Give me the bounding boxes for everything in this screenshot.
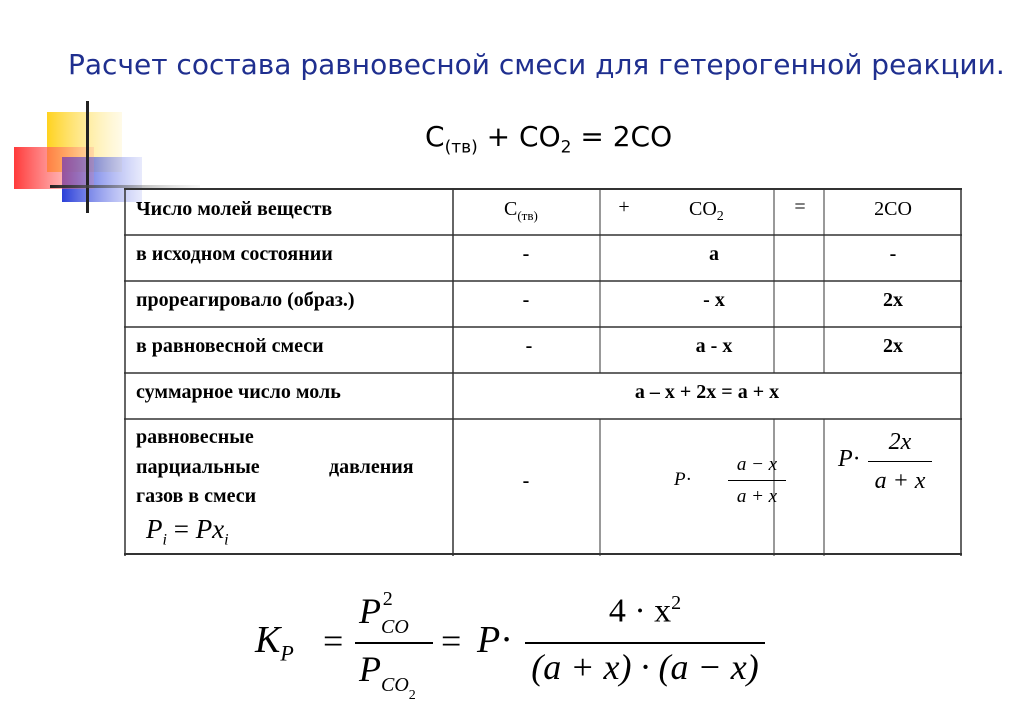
kp-numerator: $P_{CO}^2$ xyxy=(359,588,409,638)
reaction-equation xyxy=(425,120,672,158)
reaction-co2: + CO xyxy=(486,120,561,153)
kp-eq1: = xyxy=(323,621,344,661)
co2-pressure-numerator: a − x xyxy=(736,454,778,475)
kp-rhs-numerator: $4 \cdot x^2$ xyxy=(608,592,682,630)
row-equilibrium-co2: a - x xyxy=(695,335,733,357)
row-pressure-c: - xyxy=(522,470,530,492)
kp-symbol: $K_P$ xyxy=(255,619,294,666)
row-initial-c: - xyxy=(522,243,530,265)
deco-red-square xyxy=(14,147,94,189)
row-total-sum: a – x + 2x = a + x xyxy=(634,381,780,403)
kp-formula xyxy=(255,590,775,705)
co-pressure-fraction-bar xyxy=(868,461,932,462)
row-equilibrium-c: - xyxy=(525,335,533,357)
kp-p: P· xyxy=(477,619,513,661)
kp-eq2: = xyxy=(441,621,462,661)
co2-pressure-denominator: a + x xyxy=(736,486,778,507)
header-plus: + xyxy=(618,196,630,218)
row-pressure-label-2a: парциальные xyxy=(136,456,260,478)
reaction-co2-sub: 2 xyxy=(560,137,572,158)
row-pressure-label-1: равновесные xyxy=(136,426,254,448)
row-reacted-c: - xyxy=(522,289,530,311)
reaction-rhs: = 2CO xyxy=(580,120,673,153)
row-equilibrium-co: 2x xyxy=(883,335,903,357)
co2-pressure-fraction-bar xyxy=(728,480,786,481)
reaction-c-sub: (тв) xyxy=(444,137,478,158)
kp-fraction-bar-2 xyxy=(525,642,765,644)
moles-table xyxy=(124,188,962,556)
deco-vertical-line xyxy=(86,101,89,213)
page-title: Расчет состава равновесной смеси для гетерогенной реакции. xyxy=(68,48,1005,81)
row-initial-co: - xyxy=(889,243,897,265)
row-pressure-label-2b: давления xyxy=(329,456,414,478)
row-initial-co2: a xyxy=(709,243,719,265)
co-pressure-p: P· xyxy=(838,446,861,472)
row-pressure-label-3: газов в смеси xyxy=(136,485,257,507)
header-co2: $CO_2$ xyxy=(689,198,724,224)
row-total-label: суммарное число моль xyxy=(136,381,341,403)
formula-pi: $P_i = Px_i$ xyxy=(146,514,229,549)
row-initial-label: в исходном состоянии xyxy=(136,243,333,265)
row-equilibrium-label: в равновесной смеси xyxy=(136,335,324,357)
kp-rhs-denominator: (a + x) · (a − x) xyxy=(531,647,759,687)
co-pressure-numerator: 2x xyxy=(888,429,912,455)
kp-denominator: $P_{CO2}$ xyxy=(359,649,416,703)
row-reacted-co: 2x xyxy=(883,289,903,311)
header-label: Число молей веществ xyxy=(136,198,333,220)
co2-pressure-p: P· xyxy=(674,469,692,490)
row-reacted-label: прореагировало (образ.) xyxy=(136,289,355,311)
header-c: $C_{(тв)}$ xyxy=(504,198,538,223)
co-pressure-denominator: a + x xyxy=(874,468,926,494)
row-reacted-co2: - x xyxy=(703,289,725,311)
header-co: 2CO xyxy=(874,198,912,220)
kp-fraction-bar-1 xyxy=(355,642,433,644)
header-eq: = xyxy=(794,196,806,218)
reaction-c: C xyxy=(425,120,445,153)
